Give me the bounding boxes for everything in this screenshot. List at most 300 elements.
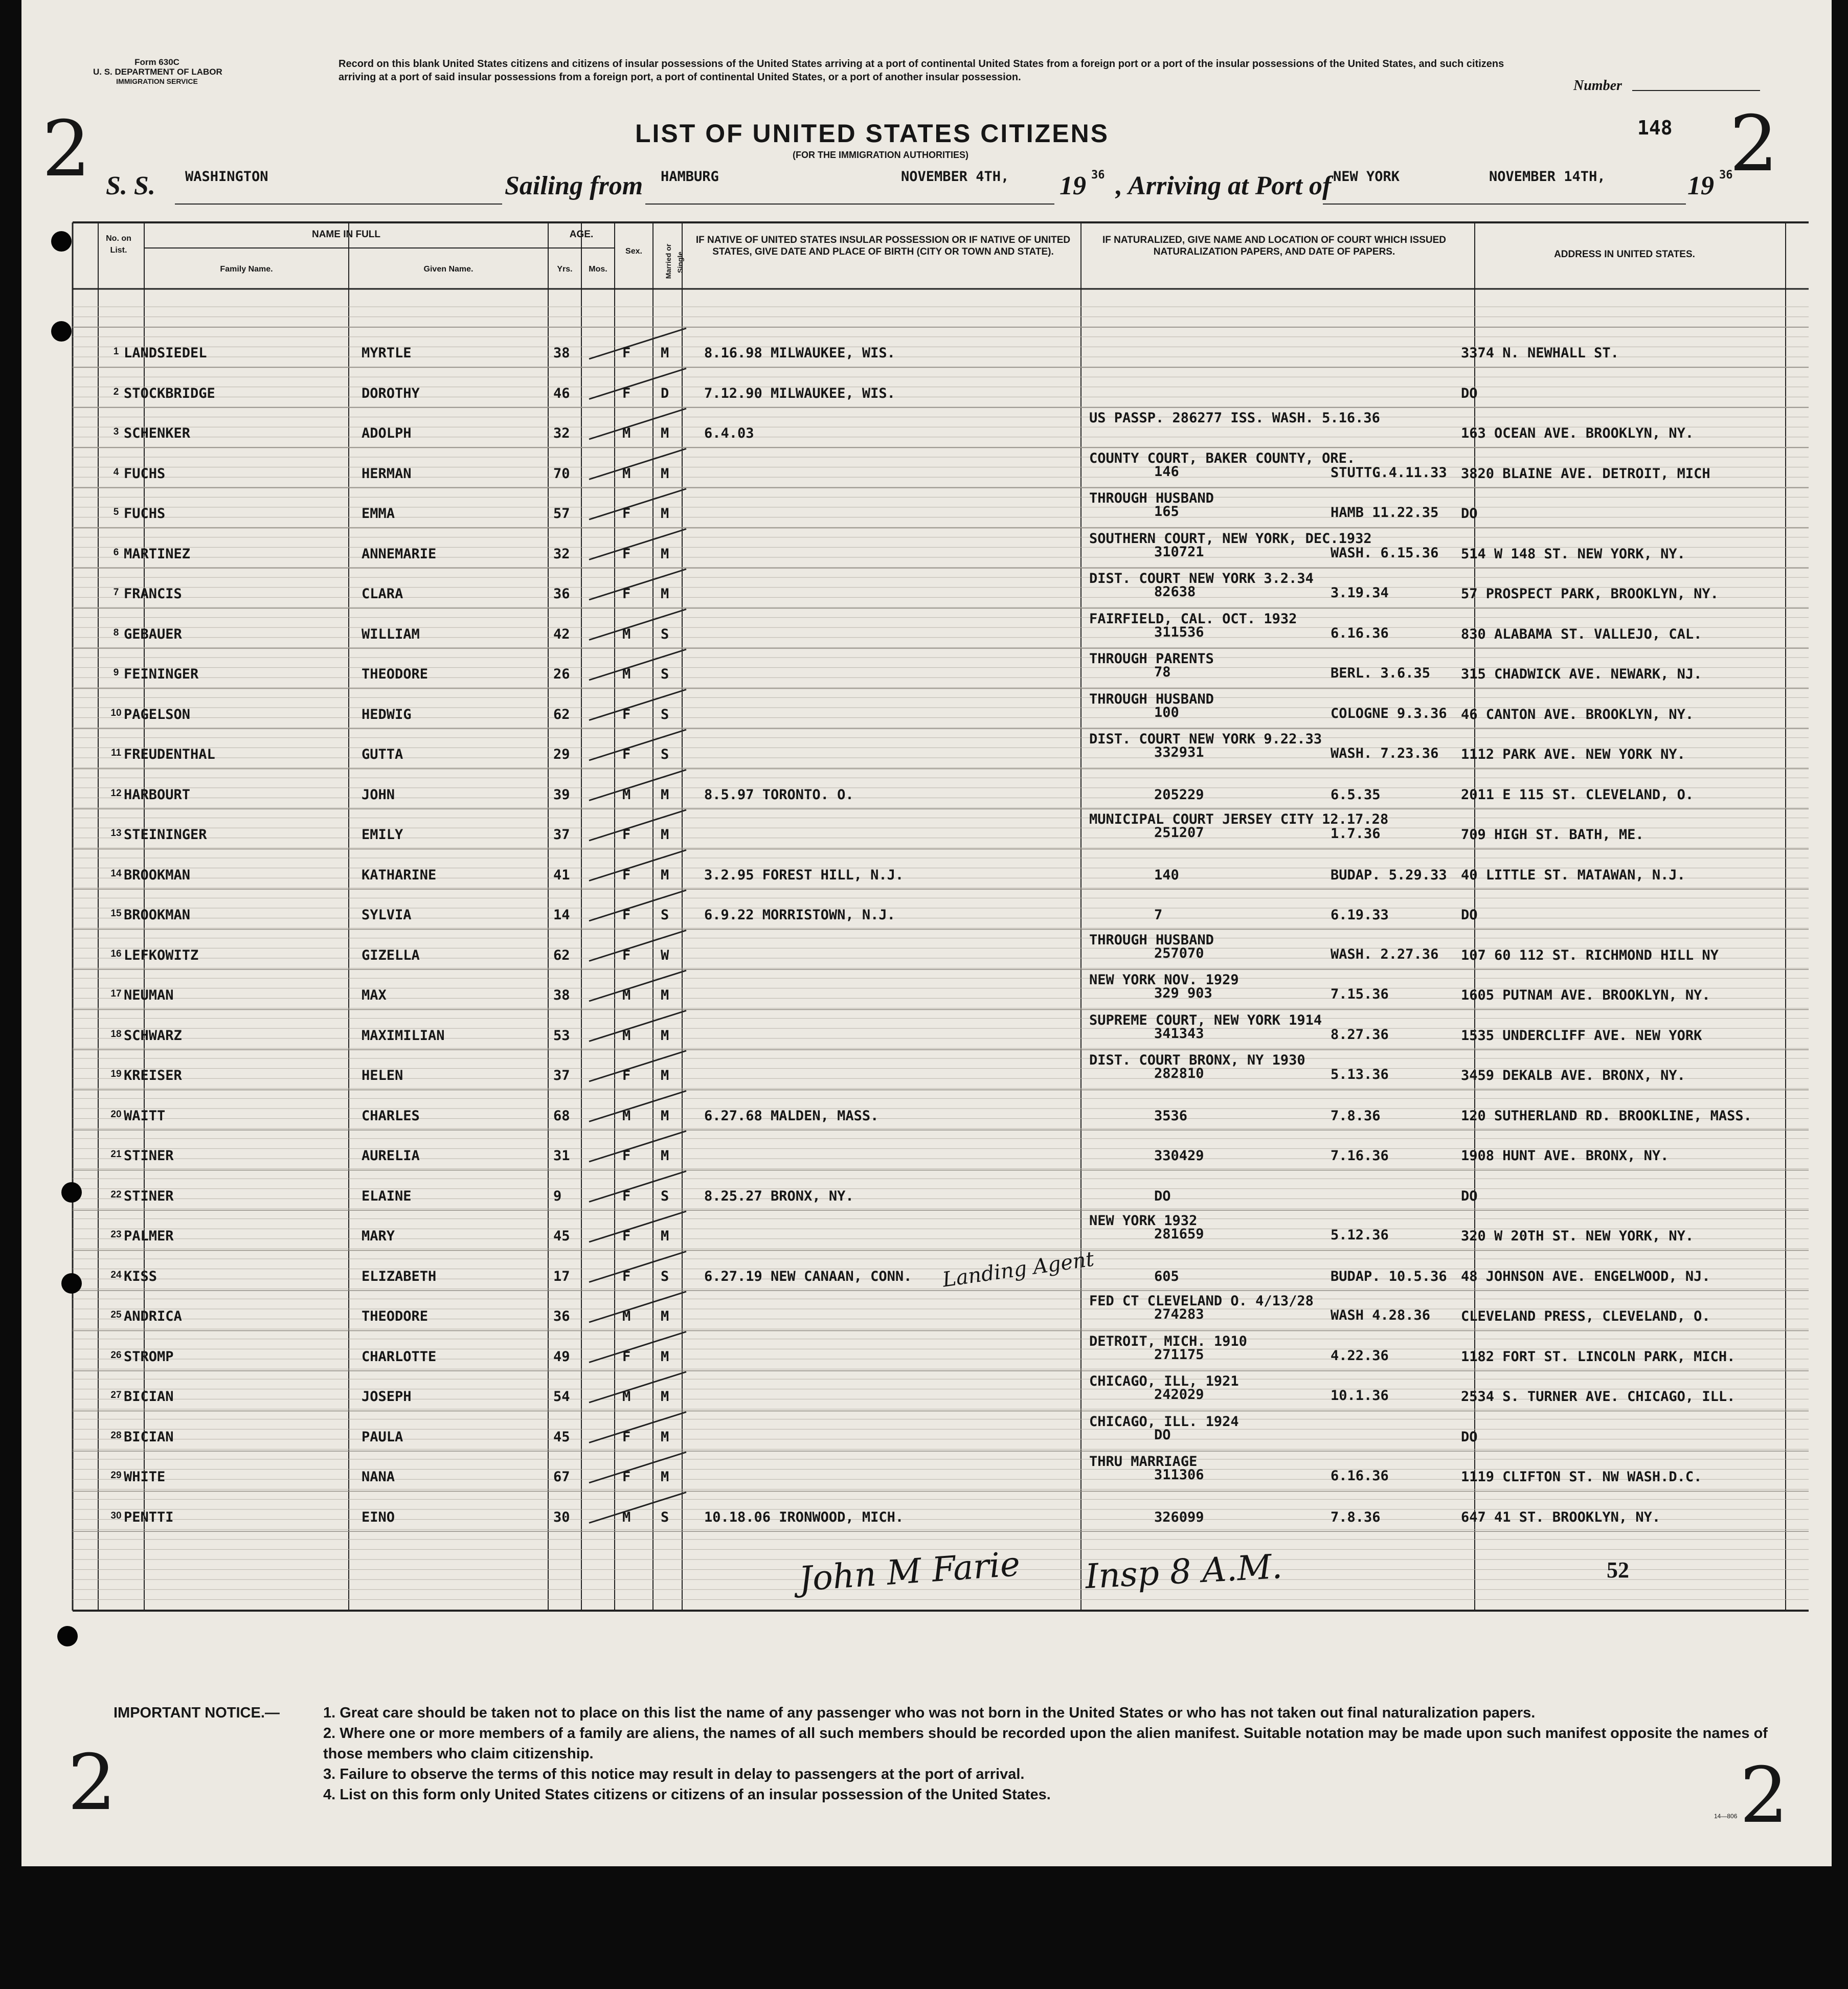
handwritten-mark-top-right: 2: [1729, 100, 1778, 189]
row-number: 8: [113, 627, 119, 638]
us-address: 2534 S. TURNER AVE. CHICAGO, ILL.: [1461, 1389, 1736, 1405]
age-years: 14: [553, 907, 570, 923]
given-name: PAULA: [362, 1429, 403, 1445]
punch-hole: [51, 231, 72, 252]
family-name: KREISER: [124, 1068, 182, 1083]
marital-status: M: [661, 1107, 669, 1124]
marital-status: M: [661, 546, 669, 562]
family-name: SCHWARZ: [124, 1027, 182, 1044]
family-name: WHITE: [124, 1469, 166, 1485]
given-name: AURELIA: [362, 1148, 420, 1164]
row-number: 13: [110, 828, 122, 839]
birth-date-place: 8.5.97 TORONTO. O.: [704, 786, 854, 803]
given-name: EINO: [362, 1509, 395, 1525]
us-address: 1112 PARK AVE. NEW YORK NY.: [1461, 747, 1685, 762]
form-number: Form 630C: [134, 57, 179, 67]
marital-status: M: [661, 1429, 669, 1445]
us-address: DO: [1461, 907, 1478, 923]
marital-status: M: [661, 345, 669, 361]
age-years: 9: [553, 1188, 562, 1204]
naturalization-court: CHICAGO, ILL, 1921: [1089, 1373, 1239, 1389]
table-row: [21, 907, 1832, 947]
ship-name: WASHINGTON: [185, 169, 268, 185]
manifest-sheet: [21, 0, 1832, 1866]
us-address: 320 W 20TH ST. NEW YORK, NY.: [1461, 1228, 1694, 1244]
naturalization-date: 7.15.36: [1331, 986, 1389, 1002]
marital-status: M: [661, 867, 669, 883]
naturalization-court: SOUTHERN COURT, NEW YORK, DEC.1932: [1089, 530, 1372, 547]
table-row: [21, 1052, 1832, 1108]
us-address: 2011 E 115 ST. CLEVELAND, O.: [1461, 786, 1694, 803]
col-header-given-name: Given Name.: [423, 265, 474, 274]
age-years: 39: [553, 786, 570, 803]
naturalization-court: COUNTY COURT, BAKER COUNTY, ORE.: [1089, 450, 1356, 466]
us-address: 40 LITTLE ST. MATAWAN, N.J.: [1461, 867, 1685, 883]
notice-item: 4. List on this form only United States citizens or citizens of an insular possession of the United States.: [323, 1787, 1051, 1803]
table-row: [21, 1213, 1832, 1269]
sex: F: [622, 947, 631, 963]
age-years: 45: [553, 1228, 570, 1244]
given-name: KATHARINE: [362, 867, 437, 883]
footer-page-number: 52: [1607, 1557, 1629, 1583]
notice-item: 1. Great care should be taken not to place on this list the name of any passenger who was not born in the United States or who has not taken out final naturalization papers.: [323, 1705, 1536, 1721]
family-name: WAITT: [124, 1107, 166, 1124]
us-address: 514 W 148 ST. NEW YORK, NY.: [1461, 546, 1685, 562]
family-name: PALMER: [124, 1228, 174, 1244]
naturalization-cert-no: 271175: [1154, 1346, 1204, 1363]
given-name: CLARA: [362, 586, 403, 602]
given-name: WILLIAM: [362, 626, 420, 642]
marital-status: M: [661, 425, 669, 441]
table-row: [21, 972, 1832, 1028]
us-address: 120 SUTHERLAND RD. BROOKLINE, MASS.: [1461, 1107, 1752, 1124]
arrival-date: NOVEMBER 14TH,: [1489, 169, 1606, 185]
given-name: MAX: [362, 987, 387, 1003]
col-header-family-name: Family Name.: [220, 265, 273, 274]
table-row: [21, 345, 1832, 386]
sex: F: [622, 1429, 631, 1445]
naturalization-court: THROUGH PARENTS: [1089, 651, 1214, 667]
naturalization-court: NEW YORK NOV. 1929: [1089, 972, 1239, 988]
table-row: [21, 1012, 1832, 1068]
age-years: 38: [553, 987, 570, 1003]
age-years: 67: [553, 1469, 570, 1485]
sex: F: [622, 1068, 631, 1083]
notice-item: 3. Failure to observe the terms of this notice may result in delay to passengers at the port of arrival.: [323, 1766, 1025, 1782]
naturalization-date: 4.22.36: [1331, 1347, 1389, 1364]
naturalization-court: MUNICIPAL COURT JERSEY CITY 12.17.28: [1089, 811, 1389, 827]
table-row: [21, 386, 1832, 426]
form-code: 14—806: [1714, 1813, 1738, 1820]
naturalization-cert-no: 78: [1154, 664, 1171, 680]
naturalization-date: 7.8.36: [1331, 1509, 1381, 1525]
naturalization-cert-no: DO: [1154, 1188, 1171, 1204]
marital-status: M: [661, 987, 669, 1003]
row-number: 15: [110, 908, 122, 919]
col-header-months: Mos.: [589, 265, 607, 274]
marital-status: S: [661, 666, 669, 682]
page-title: LIST OF UNITED STATES CITIZENS: [635, 119, 1110, 148]
family-name: STINER: [124, 1148, 174, 1164]
age-years: 30: [553, 1509, 570, 1525]
table-row: [21, 1108, 1832, 1148]
family-name: HARBOURT: [124, 786, 191, 803]
given-name: ELIZABETH: [362, 1268, 437, 1284]
row-number: 3: [113, 426, 119, 437]
given-name: THEODORE: [362, 666, 429, 682]
departure-year: 36: [1091, 169, 1105, 182]
family-name: ANDRICA: [124, 1308, 182, 1324]
age-years: 49: [553, 1348, 570, 1365]
punch-hole: [61, 1182, 82, 1203]
age-years: 37: [553, 827, 570, 843]
age-years: 29: [553, 747, 570, 762]
naturalization-court: THRU MARRIAGE: [1089, 1454, 1198, 1470]
handwritten-mark-bottom-right: 2: [1740, 1751, 1789, 1840]
handwritten-mark-bottom-left: 2: [67, 1738, 117, 1827]
naturalization-cert-no: 205229: [1154, 786, 1204, 803]
table-row: [21, 410, 1832, 466]
table-row: [21, 1413, 1832, 1470]
col-header-naturalized: IF NATURALIZED, GIVE NAME AND LOCATION OF COURT WHICH ISSUED NATURALIZATION PAPERS, AND DATE OF PAPERS.: [1102, 235, 1446, 257]
us-address: 3459 DEKALB AVE. BRONX, NY.: [1461, 1068, 1685, 1083]
sex: F: [622, 385, 631, 401]
naturalization-date: WASH 4.28.36: [1331, 1307, 1431, 1323]
birth-date-place: 10.18.06 IRONWOOD, MICH.: [704, 1509, 904, 1525]
given-name: JOHN: [362, 786, 395, 803]
landing-agent-note: Landing Agent: [941, 1247, 1096, 1292]
given-name: DOROTHY: [362, 385, 420, 401]
row-number: 24: [110, 1269, 122, 1280]
us-address: 1119 CLIFTON ST. NW WASH.D.C.: [1461, 1469, 1702, 1485]
sex: M: [622, 465, 631, 482]
us-address: 48 JOHNSON AVE. ENGELWOOD, NJ.: [1461, 1268, 1710, 1284]
sex: M: [622, 1107, 631, 1124]
marital-status: M: [661, 1148, 669, 1164]
given-name: ELAINE: [362, 1188, 412, 1204]
arriving-label: , Arriving at Port of: [1116, 171, 1332, 200]
family-name: BICIAN: [124, 1429, 174, 1445]
naturalization-court: CHICAGO, ILL. 1924: [1089, 1413, 1239, 1430]
naturalization-cert-no: 257070: [1154, 945, 1204, 961]
marital-status: M: [661, 1389, 669, 1405]
port-of-departure: HAMBURG: [661, 169, 719, 185]
naturalization-court: SUPREME COURT, NEW YORK 1914: [1089, 1012, 1322, 1028]
us-address: 3374 N. NEWHALL ST.: [1461, 345, 1619, 361]
age-years: 57: [553, 506, 570, 522]
age-years: 68: [553, 1107, 570, 1124]
marital-status: S: [661, 1188, 669, 1204]
departure-date: NOVEMBER 4TH,: [901, 169, 1009, 185]
naturalization-date: WASH. 6.15.36: [1331, 545, 1439, 561]
naturalization-cert-no: 330429: [1154, 1148, 1204, 1164]
given-name: GIZELLA: [362, 947, 420, 963]
us-address: DO: [1461, 1188, 1478, 1204]
family-name: BICIAN: [124, 1389, 174, 1405]
family-name: LANDSIEDEL: [124, 345, 207, 361]
birth-date-place: 3.2.95 FOREST HILL, N.J.: [704, 867, 904, 883]
family-name: GEBAUER: [124, 626, 182, 642]
table-row: [21, 932, 1832, 988]
sex: F: [622, 1268, 631, 1284]
marital-status: S: [661, 1268, 669, 1284]
row-number: 5: [113, 507, 119, 517]
sex: M: [622, 425, 631, 441]
naturalization-date: BUDAP. 10.5.36: [1331, 1268, 1447, 1284]
sex: F: [622, 827, 631, 843]
inspection-time-note: Insp 8 A.M.: [1084, 1546, 1283, 1597]
sex: M: [622, 666, 631, 682]
table-row: [21, 1333, 1832, 1389]
naturalization-cert-no: 146: [1154, 463, 1179, 480]
us-address: 709 HIGH ST. BATH, ME.: [1461, 827, 1644, 843]
us-address: 1908 HUNT AVE. BRONX, NY.: [1461, 1148, 1669, 1164]
age-years: 62: [553, 947, 570, 963]
marital-status: S: [661, 907, 669, 923]
family-name: STINER: [124, 1188, 174, 1204]
row-number: 10: [110, 707, 122, 718]
us-address: 57 PROSPECT PARK, BROOKLYN, NY.: [1461, 586, 1719, 602]
table-row: [21, 1454, 1832, 1509]
us-address: 107 60 112 ST. RICHMOND HILL NY: [1461, 947, 1719, 963]
given-name: JOSEPH: [362, 1389, 412, 1405]
table-row: [21, 867, 1832, 908]
naturalization-cert-no: 7: [1154, 907, 1163, 923]
age-years: 46: [553, 385, 570, 401]
sex: F: [622, 1469, 631, 1485]
sex: F: [622, 747, 631, 762]
naturalization-date: 1.7.36: [1331, 826, 1381, 842]
family-name: BROOKMAN: [124, 907, 191, 923]
naturalization-date: 8.27.36: [1331, 1026, 1389, 1043]
naturalization-court: DIST. COURT NEW YORK 9.22.33: [1089, 731, 1322, 747]
form-instructions: Record on this blank United States citizens and citizens of insular possessions of the United States arriving at a port of continental United States from a foreign port or a port of the insular possessions of the United States, and such citizens arriving at a port of said insular possessions from a foreign port, a port of continental United States, or a port of another insular possession.: [339, 58, 1504, 83]
handwritten-mark-top-left: 2: [42, 105, 91, 194]
naturalization-cert-no: 3536: [1154, 1107, 1188, 1124]
age-years: 42: [553, 626, 570, 642]
birth-date-place: 6.27.19 NEW CANAAN, CONN.: [704, 1268, 912, 1284]
us-address: 1605 PUTNAM AVE. BROOKLYN, NY.: [1461, 987, 1710, 1003]
row-number: 26: [110, 1349, 122, 1361]
punch-hole: [51, 321, 72, 342]
us-address: 830 ALABAMA ST. VALLEJO, CAL.: [1461, 626, 1702, 642]
naturalization-cert-no: 605: [1154, 1268, 1179, 1284]
us-address: DO: [1461, 506, 1478, 522]
col-header-birth: IF NATIVE OF UNITED STATES INSULAR POSSESSION OR IF NATIVE OF UNITED STATES, GIVE DATE AND PLACE OF BIRTH (CITY OR TOWN AND STATE).: [695, 235, 1071, 257]
naturalization-date: WASH. 2.27.36: [1331, 946, 1439, 962]
page-number: 148: [1637, 117, 1673, 139]
sex: M: [622, 1308, 631, 1324]
family-name: PAGELSON: [124, 706, 191, 722]
age-years: 36: [553, 1308, 570, 1324]
age-years: 70: [553, 465, 570, 482]
naturalization-cert-no: 165: [1154, 504, 1179, 519]
marital-status: M: [661, 827, 669, 843]
us-address: 1182 FORT ST. LINCOLN PARK, MICH.: [1461, 1348, 1736, 1365]
departure-year-prefix: 19: [1060, 171, 1086, 200]
table-row: [21, 450, 1832, 506]
us-address: 315 CHADWICK AVE. NEWARK, NJ.: [1461, 666, 1702, 682]
naturalization-cert-no: 281659: [1154, 1226, 1204, 1242]
naturalization-court: NEW YORK 1932: [1089, 1213, 1198, 1229]
naturalization-cert-no: 332931: [1154, 744, 1204, 760]
page-subtitle: (FOR THE IMMIGRATION AUTHORITIES): [793, 150, 968, 160]
table-row: [21, 651, 1832, 707]
us-address: 46 CANTON AVE. BROOKLYN, NY.: [1461, 706, 1694, 722]
family-name: MARTINEZ: [124, 546, 191, 562]
given-name: EMMA: [362, 506, 395, 522]
naturalization-cert-no: 274283: [1154, 1306, 1204, 1322]
row-number: 4: [113, 466, 119, 478]
row-number: 30: [110, 1510, 122, 1521]
family-name: STROMP: [124, 1348, 174, 1365]
row-number: 12: [110, 787, 122, 799]
age-years: 53: [553, 1027, 570, 1044]
sex: F: [622, 706, 631, 722]
family-name: BROOKMAN: [124, 867, 191, 883]
naturalization-date: BUDAP. 5.29.33: [1331, 867, 1447, 883]
us-address: CLEVELAND PRESS, CLEVELAND, O.: [1461, 1308, 1710, 1324]
department-name: U. S. DEPARTMENT OF LABOR: [93, 67, 222, 77]
naturalization-court: DETROIT, MICH. 1910: [1089, 1333, 1247, 1349]
naturalization-date: 10.1.36: [1331, 1388, 1389, 1404]
col-header-age: AGE.: [569, 229, 594, 240]
number-label: Number: [1573, 78, 1622, 94]
marital-status: M: [661, 586, 669, 602]
sex: F: [622, 1228, 631, 1244]
birth-date-place: 7.12.90 MILWAUKEE, WIS.: [704, 385, 895, 401]
given-name: CHARLES: [362, 1107, 420, 1124]
given-name: CHARLOTTE: [362, 1348, 437, 1365]
family-name: FRANCIS: [124, 586, 182, 602]
given-name: SYLVIA: [362, 907, 412, 923]
given-name: ANNEMARIE: [362, 546, 437, 562]
naturalization-cert-no: 251207: [1154, 825, 1204, 841]
us-address: DO: [1461, 1429, 1478, 1445]
table-row: [21, 811, 1832, 867]
row-number: 1: [113, 346, 119, 357]
naturalization-date: 6.16.36: [1331, 1468, 1389, 1484]
age-years: 62: [553, 706, 570, 722]
naturalization-cert-no: 242029: [1154, 1387, 1204, 1403]
ss-label: S. S.: [106, 171, 155, 200]
naturalization-cert-no: 282810: [1154, 1066, 1204, 1081]
naturalization-date: 7.8.36: [1331, 1107, 1381, 1124]
age-years: 26: [553, 666, 570, 682]
sex: M: [622, 1389, 631, 1405]
col-header-sex: Sex.: [625, 247, 642, 256]
marital-status: S: [661, 747, 669, 762]
row-number: 18: [110, 1028, 122, 1039]
naturalization-court: US PASSP. 286277 ISS. WASH. 5.16.36: [1089, 410, 1380, 426]
us-address: 3820 BLAINE AVE. DETROIT, MICH: [1461, 465, 1710, 482]
given-name: HELEN: [362, 1068, 403, 1083]
table-row: [21, 691, 1832, 747]
family-name: KISS: [124, 1268, 157, 1284]
row-number: 25: [110, 1309, 122, 1320]
row-number: 21: [110, 1149, 122, 1160]
given-name: MARY: [362, 1228, 395, 1244]
family-name: STEININGER: [124, 827, 207, 843]
table-row: [21, 1509, 1832, 1550]
naturalization-date: WASH. 7.23.36: [1331, 745, 1439, 761]
age-years: 45: [553, 1429, 570, 1445]
row-number: 22: [110, 1189, 122, 1200]
given-name: ADOLPH: [362, 425, 412, 441]
age-years: 38: [553, 345, 570, 361]
age-years: 31: [553, 1148, 570, 1164]
table-row: [21, 530, 1832, 586]
col-header-years: Yrs.: [557, 265, 573, 274]
sex: F: [622, 1348, 631, 1365]
row-number: 23: [110, 1229, 122, 1240]
birth-date-place: 6.9.22 MORRISTOWN, N.J.: [704, 907, 895, 923]
marital-status: D: [661, 385, 669, 401]
row-number: 9: [113, 667, 119, 678]
sex: M: [622, 987, 631, 1003]
naturalization-cert-no: 311536: [1154, 624, 1204, 640]
naturalization-date: 6.19.33: [1331, 907, 1389, 923]
sex: M: [622, 626, 631, 642]
sex: F: [622, 867, 631, 883]
row-number: 29: [110, 1470, 122, 1481]
row-number: 11: [110, 748, 122, 758]
col-header-name-in-full: NAME IN FULL: [311, 229, 381, 240]
row-number: 20: [110, 1109, 122, 1120]
marital-status: M: [661, 465, 669, 482]
given-name: HERMAN: [362, 465, 412, 482]
sailing-from-label: Sailing from: [505, 171, 643, 200]
naturalization-date: 5.13.36: [1331, 1067, 1389, 1082]
marital-status: S: [661, 1509, 669, 1525]
row-number: 7: [113, 587, 119, 598]
row-number: 14: [110, 868, 122, 879]
family-name: FUCHS: [124, 506, 166, 522]
arrival-year: 36: [1719, 169, 1733, 182]
sex: M: [622, 1509, 631, 1525]
naturalization-cert-no: 341343: [1154, 1025, 1204, 1042]
sex: M: [622, 786, 631, 803]
punch-hole: [57, 1626, 78, 1646]
marital-status: M: [661, 1027, 669, 1044]
table-row: [21, 1293, 1832, 1349]
marital-status: M: [661, 506, 669, 522]
us-address: DO: [1461, 385, 1478, 401]
marital-status: M: [661, 1348, 669, 1365]
col-header-address: ADDRESS IN UNITED STATES.: [1554, 249, 1695, 260]
age-years: 32: [553, 546, 570, 562]
table-row: [21, 490, 1832, 546]
naturalization-date: HAMB 11.22.35: [1331, 505, 1439, 521]
notice-heading: IMPORTANT NOTICE.—: [114, 1705, 280, 1721]
birth-date-place: 8.16.98 MILWAUKEE, WIS.: [704, 345, 895, 361]
marital-status: M: [661, 1308, 669, 1324]
punch-hole: [61, 1273, 82, 1294]
row-number: 28: [110, 1430, 122, 1441]
row-number: 19: [110, 1069, 122, 1079]
sex: F: [622, 1148, 631, 1164]
naturalization-date: COLOGNE 9.3.36: [1331, 705, 1447, 721]
sex: F: [622, 907, 631, 923]
naturalization-cert-no: DO: [1154, 1427, 1171, 1443]
naturalization-court: DIST. COURT BRONX, NY 1930: [1089, 1052, 1305, 1068]
marital-status: M: [661, 786, 669, 803]
naturalization-court: THROUGH HUSBAND: [1089, 691, 1214, 707]
family-name: NEUMAN: [124, 987, 174, 1003]
table-row: [21, 1269, 1832, 1309]
given-name: MYRTLE: [362, 345, 412, 361]
marital-status: S: [661, 706, 669, 722]
